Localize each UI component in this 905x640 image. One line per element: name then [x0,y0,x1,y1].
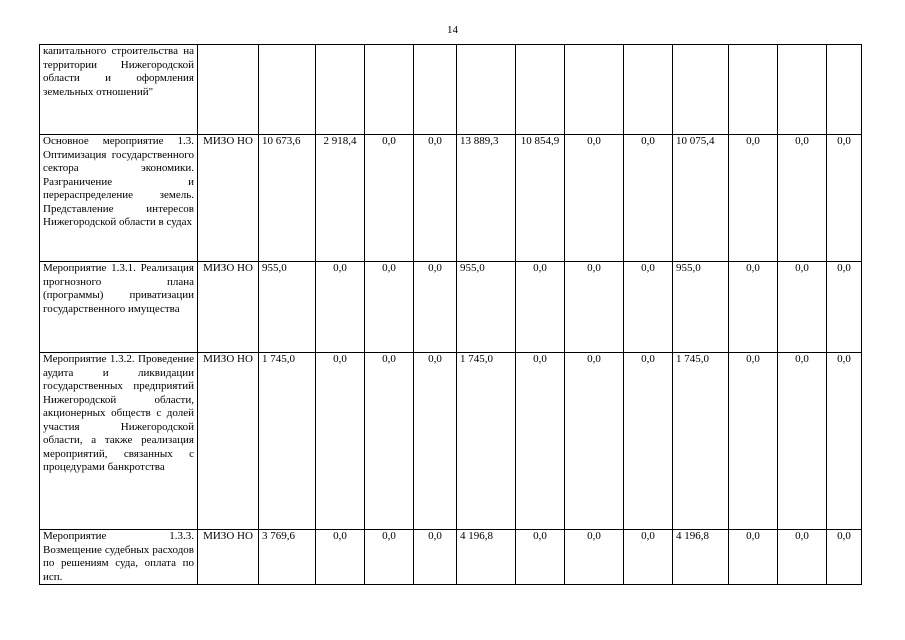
value-cell [673,45,729,135]
executor-cell: МИЗО НО [198,353,259,530]
value-cell: 0,0 [624,530,673,585]
value-cell: 0,0 [778,135,827,262]
value-cell: 0,0 [516,262,565,353]
value-cell: 0,0 [827,530,862,585]
value-cell: 955,0 [673,262,729,353]
value-cell: 0,0 [729,262,778,353]
executor-cell: МИЗО НО [198,530,259,585]
value-cell: 955,0 [259,262,316,353]
value-cell: 3 769,6 [259,530,316,585]
value-cell: 0,0 [827,262,862,353]
table-row-1-3-2 [40,353,862,530]
activity-name-cell: Мероприятие 1.3.1. Реализация прогнозного плана (программы) приватизации государственного имущества [40,262,198,353]
value-cell [778,45,827,135]
value-cell [457,45,516,135]
value-cell: 0,0 [565,353,624,530]
value-cell: 0,0 [729,530,778,585]
value-cell: 2 918,4 [316,135,365,262]
value-cell [516,45,565,135]
value-cell: 0,0 [565,262,624,353]
value-cell: 0,0 [414,135,457,262]
value-cell: 0,0 [778,262,827,353]
executor-cell: МИЗО НО [198,262,259,353]
value-cell [365,45,414,135]
value-cell: 0,0 [729,353,778,530]
table-row-1-3 [40,135,862,262]
value-cell: 0,0 [565,530,624,585]
table-row-1-3-1 [40,262,862,353]
value-cell [729,45,778,135]
activity-name-cell: Мероприятие 1.3.2. Проведение аудита и ликвидации государственных предприятий Нижегородской области, акционерных обществ с долей участия Нижегородской области, а также реализация мероприятий, связанных с процедурами банкротства [40,353,198,530]
value-cell: 0,0 [827,353,862,530]
value-cell [414,45,457,135]
value-cell: 955,0 [457,262,516,353]
value-cell: 0,0 [316,353,365,530]
value-cell [259,45,316,135]
value-cell: 0,0 [316,262,365,353]
table-row-1-3-3 [40,530,862,585]
table-body [40,45,862,585]
value-cell: 1 745,0 [457,353,516,530]
value-cell: 0,0 [624,135,673,262]
value-cell: 0,0 [516,530,565,585]
budget-table [39,44,862,585]
value-cell: 0,0 [516,353,565,530]
value-cell: 0,0 [414,262,457,353]
page-number: 14 [447,24,458,36]
table-row-continuation [40,45,862,135]
value-cell: 0,0 [365,135,414,262]
activity-name-cell: капитального строительства на территории Нижегородской области и оформления земельных отношений" [40,45,198,135]
value-cell: 10 854,9 [516,135,565,262]
value-cell: 0,0 [565,135,624,262]
value-cell: 0,0 [624,262,673,353]
value-cell: 0,0 [365,530,414,585]
value-cell [624,45,673,135]
value-cell: 0,0 [778,530,827,585]
value-cell: 4 196,8 [457,530,516,585]
value-cell: 0,0 [365,353,414,530]
value-cell: 10 673,6 [259,135,316,262]
value-cell: 0,0 [827,135,862,262]
value-cell: 0,0 [624,353,673,530]
value-cell: 0,0 [414,530,457,585]
value-cell [316,45,365,135]
value-cell: 0,0 [365,262,414,353]
value-cell: 0,0 [729,135,778,262]
value-cell: 0,0 [316,530,365,585]
value-cell: 10 075,4 [673,135,729,262]
value-cell: 1 745,0 [673,353,729,530]
value-cell: 0,0 [414,353,457,530]
value-cell: 13 889,3 [457,135,516,262]
executor-cell: МИЗО НО [198,135,259,262]
value-cell: 4 196,8 [673,530,729,585]
value-cell: 0,0 [778,353,827,530]
activity-name-cell: Мероприятие 1.3.3. Возмещение судебных расходов по решениям суда, оплата по исп. [40,530,198,585]
executor-cell [198,45,259,135]
value-cell [827,45,862,135]
activity-name-cell: Основное мероприятие 1.3. Оптимизация государственного сектора экономики. Разграничение и перераспределение земель. Представление интересов Нижегородской области в судах [40,135,198,262]
value-cell: 1 745,0 [259,353,316,530]
value-cell [565,45,624,135]
